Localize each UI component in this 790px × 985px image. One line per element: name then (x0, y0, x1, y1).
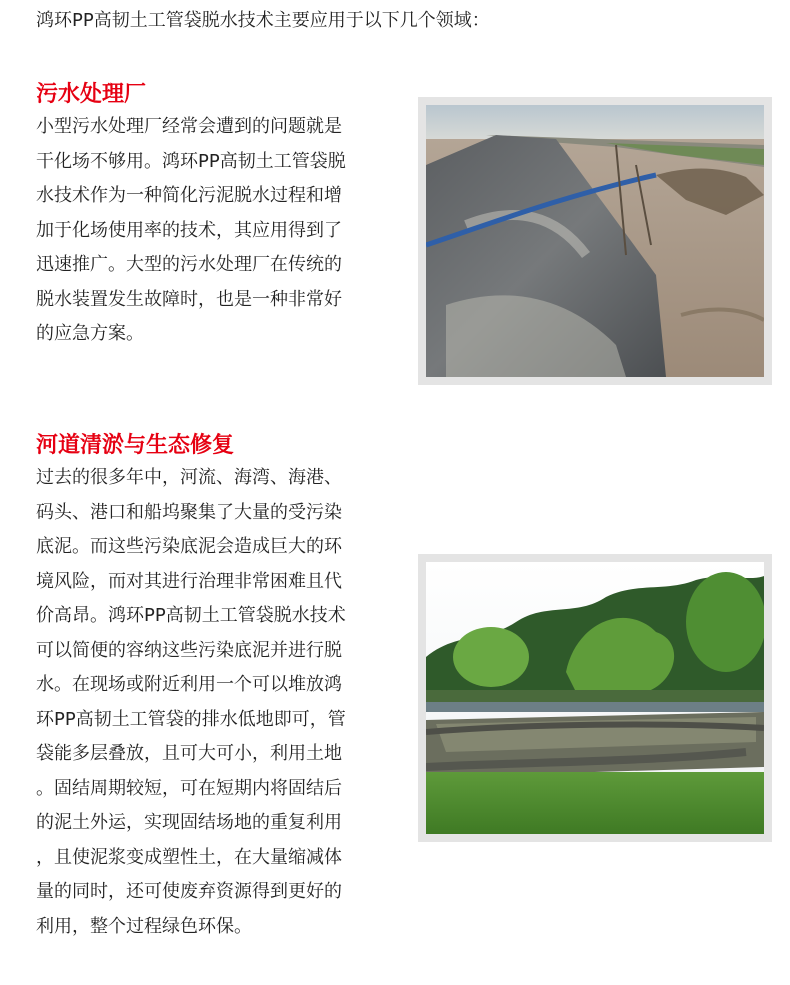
body-line: 可以简便的容纳这些污染底泥并进行脱 (36, 639, 342, 661)
body-line: 底泥。而这些污染底泥会造成巨大的环 (36, 536, 342, 557)
body-line: 水。在现场或附近利用一个可以堆放鸿 (36, 674, 342, 695)
geotube-sludge-image (426, 105, 764, 377)
section-title-wastewater: 污水处理厂 (36, 82, 147, 107)
body-line: 小型污水处理厂经常会遭到的问题就是 (36, 116, 342, 137)
section-title-river-dredging: 河道清淤与生态修复 (36, 433, 235, 458)
body-line: 价高昂。鸿环PP高韧土工管袋脱水技术 (36, 605, 346, 626)
body-line: 的泥土外运，实现固结场地的重复利用 (36, 812, 342, 833)
body-line: 水技术作为一种简化污泥脱水过程和增 (36, 185, 342, 206)
body-line: 干化场不够用。鸿环PP高韧土工管袋脱 (36, 150, 346, 172)
body-line: 的应急方案。 (36, 323, 144, 344)
body-line: 利用，整个过程绿色环保。 (36, 915, 252, 937)
section-body-wastewater (36, 110, 396, 352)
geotube-lagoon-photo (418, 554, 772, 842)
body-line: 迅速推广。大型的污水处理厂在传统的 (36, 254, 342, 275)
body-line: 加于化场使用率的技术，其应用得到了 (36, 219, 342, 241)
body-line: 环PP高韧土工管袋的排水低地即可，管 (36, 708, 346, 730)
geotube-lagoon-image (426, 562, 764, 834)
body-line: 。固结周期较短，可在短期内将固结后 (36, 777, 342, 799)
body-line: 脱水装置发生故障时，也是一种非常好 (36, 288, 342, 310)
body-line: 境风险，而对其进行治理非常困难且代 (36, 570, 342, 592)
body-line: 袋能多层叠放，且可大可小，利用土地 (36, 743, 342, 764)
geotube-sludge-photo (418, 97, 772, 385)
body-line: 量的同时，还可使废弃资源得到更好的 (36, 881, 342, 902)
intro-text: 鸿环PP高韧土工管袋脱水技术主要应用于以下几个领域： (36, 10, 490, 31)
body-line: 过去的很多年中，河流、海湾、海港、 (36, 467, 342, 488)
body-line: 码头、港口和船坞聚集了大量的受污染 (36, 501, 342, 523)
section-body-river-dredging (36, 461, 396, 944)
body-line: ，且使泥浆变成塑性土，在大量缩减体 (36, 846, 342, 868)
